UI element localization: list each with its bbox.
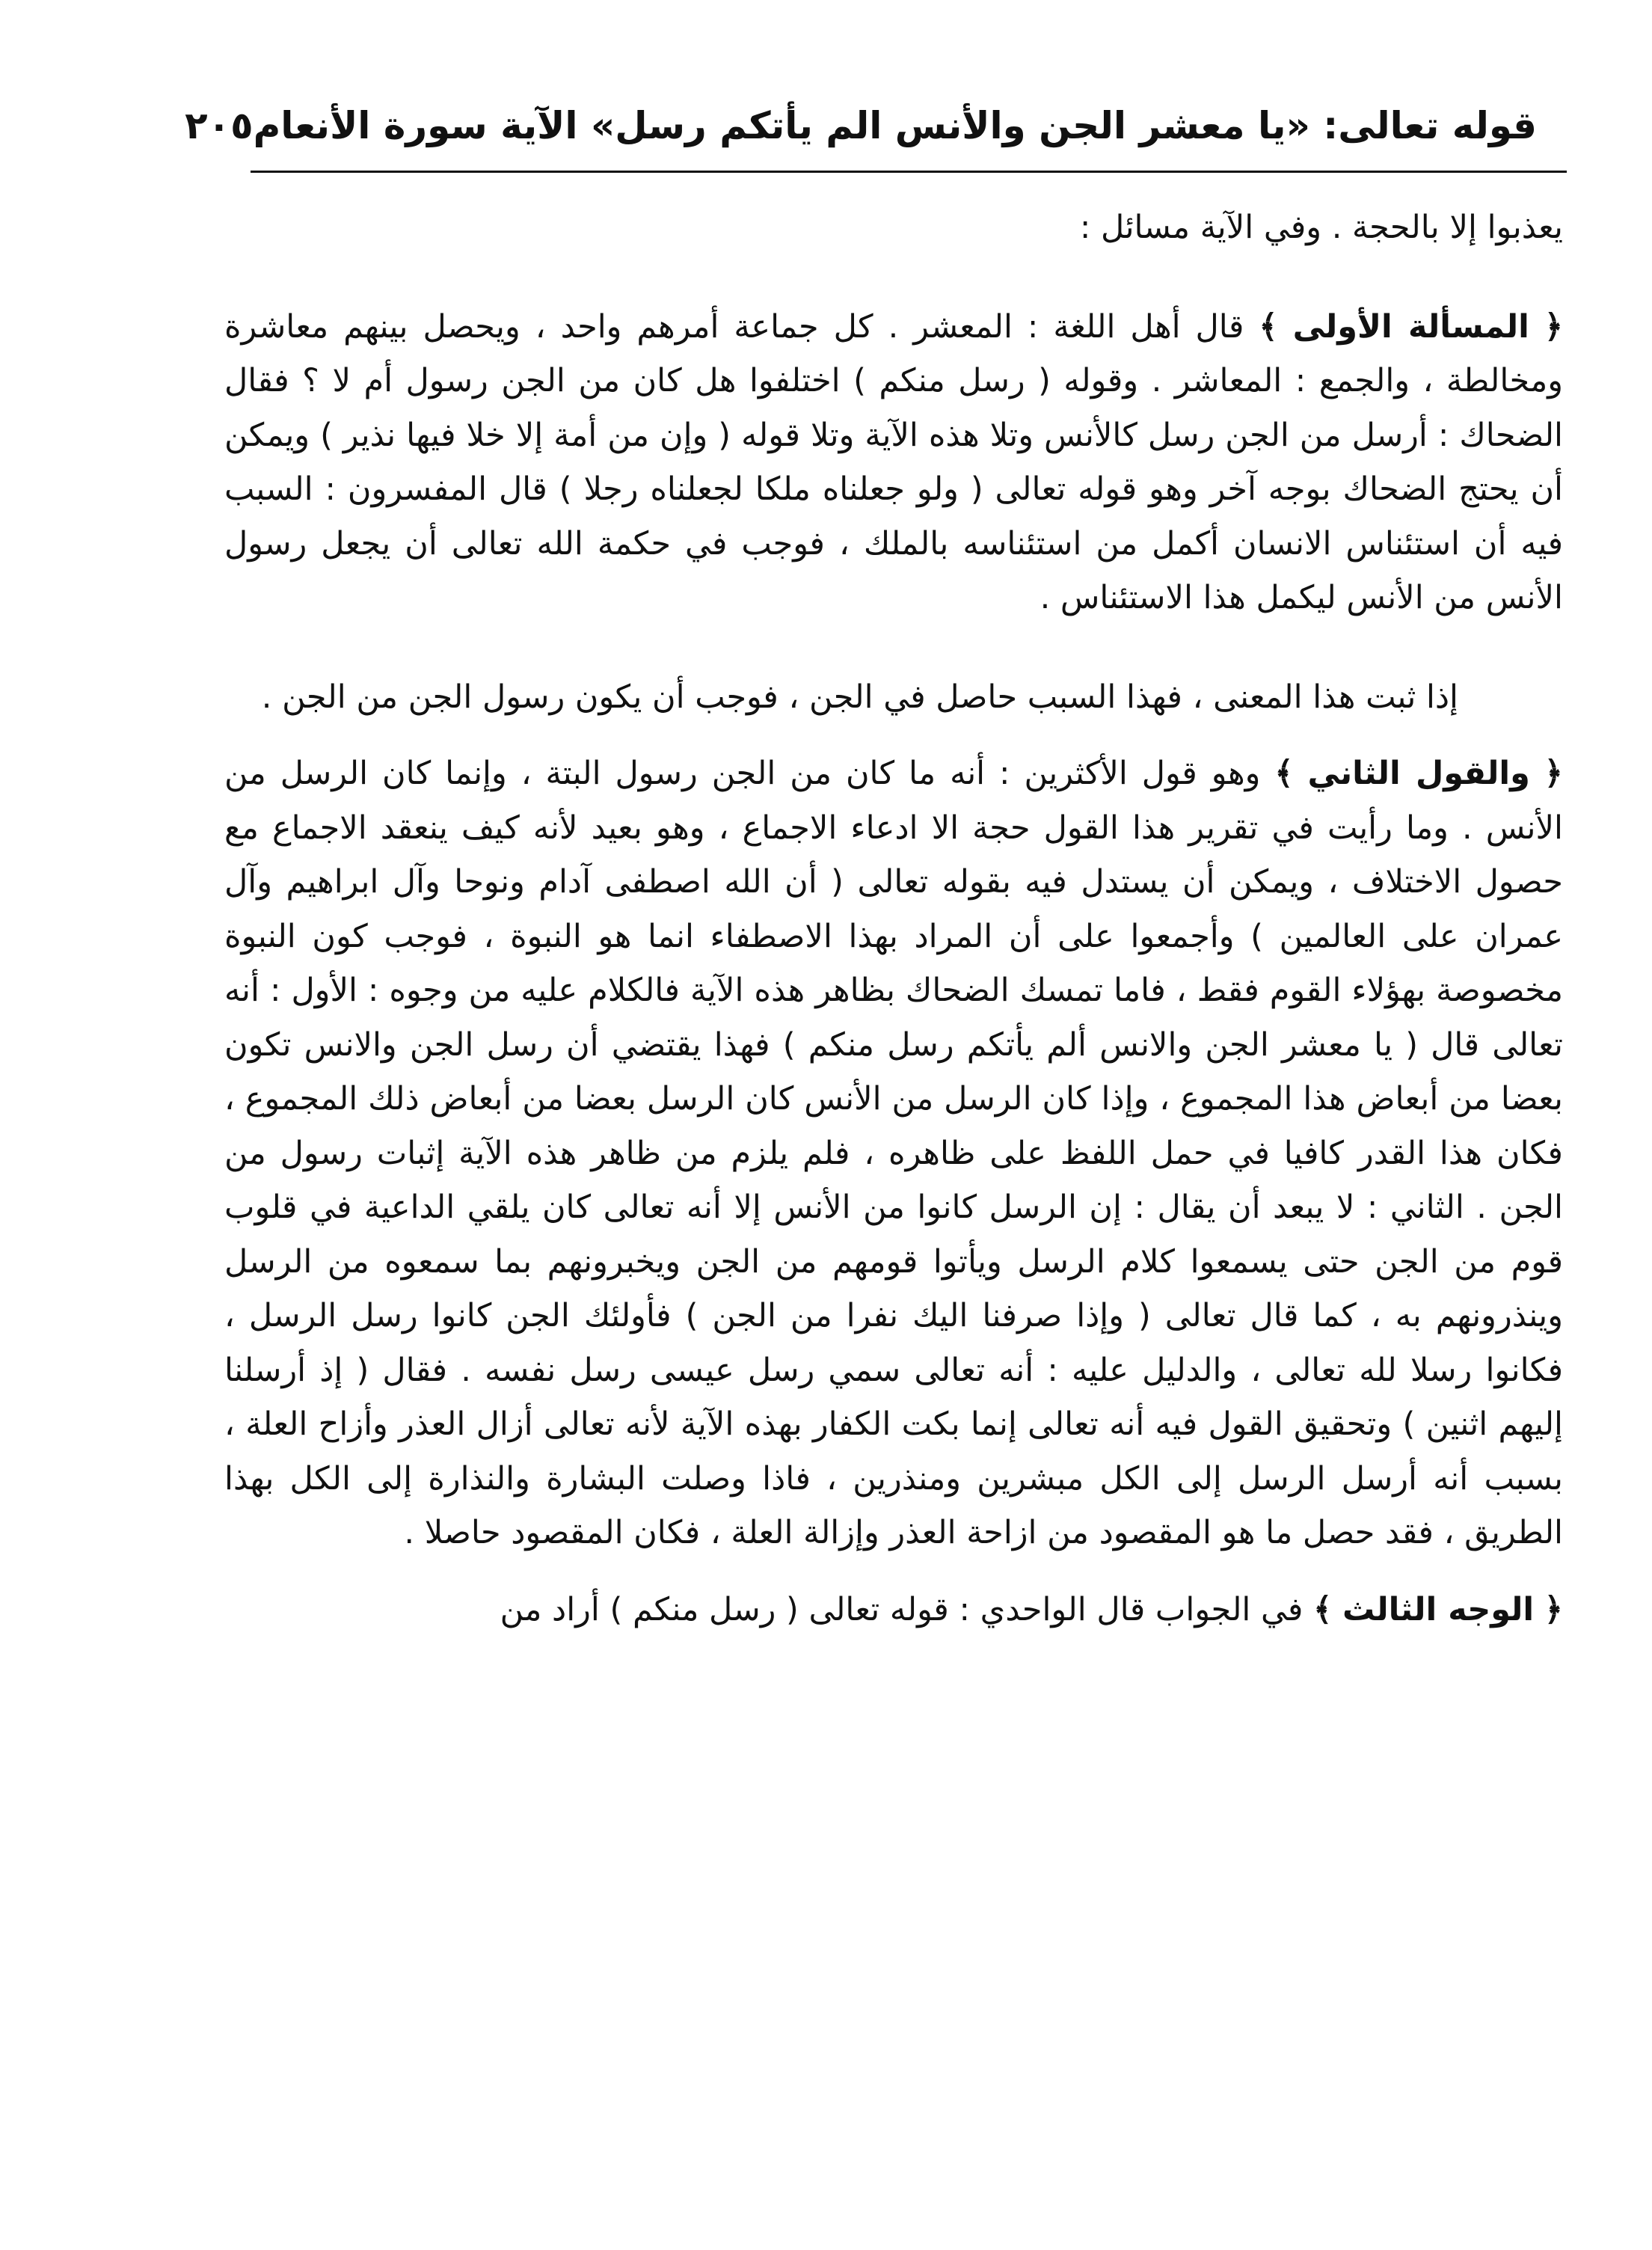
section-label: الوجه الثالث bbox=[1342, 1590, 1535, 1628]
paragraph-text: قال أهل اللغة : المعشر . كل جماعة أمرهم واحد ، ويحصل بينهم معاشرة ومخالطة ، والجمع : المعاشر . وقوله ( رسل منكم ) اختلفوا هل كان من الجن رسول أم لا ؟ فقال الضحاك : أرسل من الجن رسل كالأنس وتلا هذه الآية وتلا قوله ( وإن من أمة إلا خلا فيها نذير ) ويمكن أن يحتج الضحاك بوجه آخر وهو قوله تعالى ( ولو جعلناه ملكا لجعلناه رجلا ) قال المفسرون : السبب فيه أن استئناس الانسان أكمل من استئناسه بالملك ، فوجب في حكمة الله تعالى أن يجعل رسول الأنس من الأنس ليكمل هذا الاستئناس . bbox=[224, 307, 1563, 616]
ornate-bracket-close: ﴾ bbox=[1274, 755, 1294, 792]
paragraph-conclusion bbox=[224, 670, 1563, 725]
ornate-bracket-open: ﴿ bbox=[1544, 1590, 1563, 1628]
paragraph-third-aspect bbox=[224, 1583, 1563, 1637]
section-label: المسألة الأولى bbox=[1292, 307, 1529, 346]
ornate-bracket-open: ﴿ bbox=[1544, 755, 1563, 792]
header-rule bbox=[251, 171, 1567, 173]
ornate-bracket-close: ﴾ bbox=[1259, 307, 1278, 346]
paragraph-text: يعذبوا إلا بالحجة . وفي الآية مسائل : bbox=[1079, 209, 1563, 246]
running-header bbox=[185, 90, 1537, 162]
paragraph-text: وهو قول الأكثرين : أنه ما كان من الجن رسول البتة ، وإنما كان الرسل من الأنس . وما رأيت في تقرير هذا القول حجة الا ادعاء الاجماع ، وهو بعيد لأنه كيف ينعقد الاجماع مع حصول الاختلاف ، ويمكن أن يستدل فيه بقوله تعالى ( أن الله اصطفى آدام ونوحا وآل ابراهيم وآل عمران على العالمين ) وأجمعوا على أن المراد بهذا الاصطفاء انما هو النبوة ، فوجب كون النبوة مخصوصة بهؤلاء القوم فقط ، فاما تمسك الضحاك بظاهر هذه الآية فالكلام عليه من وجوه : الأول : أنه تعالى قال ( يا معشر الجن والانس ألم يأتكم رسل منكم ) فهذا يقتضي أن رسل الجن والانس تكون بعضا من أبعاض هذا المجموع ، وإذا كان الرسل من الأنس كان الرسل بعضا من أبعاض ذلك المجموع ، فكان هذا القدر كافيا في حمل اللفظ على ظاهره ، فلم يلزم من ظاهر هذه الآية إثبات رسول من الجن . الثاني : لا يبعد أن يقال : إن الرسل كانوا من الأنس إلا أنه تعالى كان يلقي الداعية في قلوب قوم من الجن حتى يسمعوا كلام الرسل ويأتوا قومهم من الجن ويخبرونهم بما سمعوه من الرسل وينذرونهم به ، كما قال تعالى ( وإذا صرفنا اليك نفرا من الجن ) فأولئك الجن كانوا رسل الرسل ، فكانوا رسلا لله تعالى ، والدليل عليه : أنه تعالى سمي رسل عيسى رسل نفسه . فقال ( إذ أرسلنا إليهم اثنين ) وتحقيق القول فيه أنه تعالى إنما بكت الكفار بهذه الآية لأنه تعالى أزال العذر وأزاح العلة ، بسبب أنه أرسل الرسل إلى الكل مبشرين ومنذرين ، فاذا وصلت البشارة والنذارة إلى الكل بهذا الطريق ، فقد حصل ما هو المقصود من ازاحة العذر وإزالة العلة ، فكان المقصود حاصلا . bbox=[224, 755, 1563, 1551]
header-title: قوله تعالى: «يا معشر الجن والأنس الم يأتكم رسل» الآية سورة الأنعام bbox=[253, 104, 1537, 147]
page-number: ٢٠٥ bbox=[185, 104, 254, 147]
paragraph-second-view bbox=[224, 747, 1563, 1560]
paragraph-text: في الجواب قال الواحدي : قوله تعالى ( رسل منكم ) أراد من bbox=[500, 1590, 1304, 1628]
section-label: والقول الثاني bbox=[1307, 755, 1530, 792]
body-text bbox=[224, 200, 1563, 1637]
paragraph-text: إذا ثبت هذا المعنى ، فهذا السبب حاصل في الجن ، فوجب أن يكون رسول الجن من الجن . bbox=[261, 678, 1458, 716]
ornate-bracket-close: ﴾ bbox=[1313, 1590, 1333, 1628]
ornate-bracket-open: ﴿ bbox=[1544, 307, 1564, 346]
paragraph-intro bbox=[224, 200, 1563, 255]
paragraph-first-issue bbox=[224, 300, 1563, 625]
